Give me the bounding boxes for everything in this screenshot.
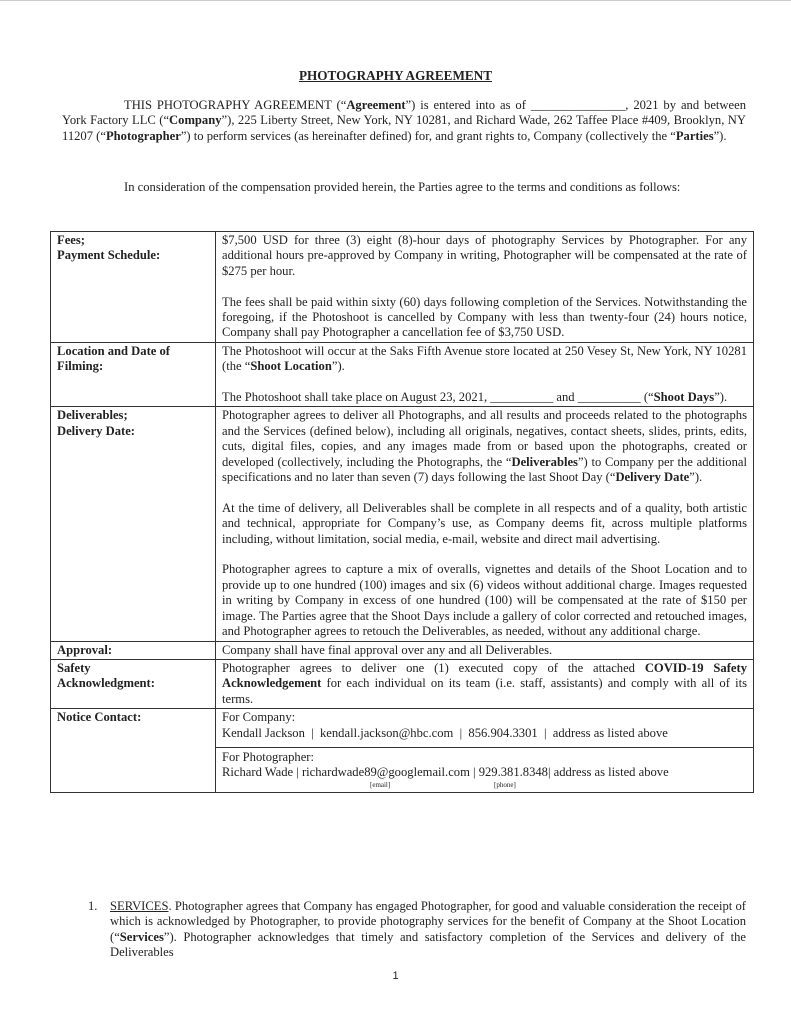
intro-paragraph bbox=[62, 98, 746, 144]
services-clause bbox=[88, 899, 746, 961]
row-label-line: Deliverables; bbox=[57, 408, 128, 423]
page-top-edge bbox=[0, 0, 791, 1]
row-content bbox=[216, 659, 754, 708]
text-run: . Photographer agrees that Company has engaged Photographer, for good and valuable consideration the receipt of which is acknowledged by Photographer, to provide photography services for the benefit of Company at the Shoot Location (“ bbox=[110, 899, 746, 944]
row-paragraph bbox=[222, 501, 747, 547]
defined-term: Delivery Date bbox=[615, 470, 690, 485]
row-label bbox=[51, 342, 216, 407]
row-paragraph bbox=[222, 233, 747, 279]
text-run: ”). bbox=[331, 359, 345, 374]
text-run: Photographer agrees to capture a mix of overalls, vignettes and details of the Shoot Location and to provide up to one hundred (100) images and six (6) videos without additional charge. Images requested in writing by Company in excess of one hundred (100) will be compensated at the rate of $150 per image. The Parties agree that the Shoot Days include a gallery of color corrected and retouched images, and Photographer agrees to retouch the Deliverables, as needed, without any additional charge. bbox=[222, 562, 747, 639]
text-run: The Photoshoot shall take place on August 23, 2021, __________ and __________ (“ bbox=[222, 390, 654, 405]
row-label-line: Approval: bbox=[57, 642, 113, 657]
text-run: The fees shall be paid within sixty (60) days following completion of the Services. Notwithstanding the foregoing, if the Photoshoot is cancelled by Company with less than twenty-four (24) hours notice, Company shall pay Photographer a cancellation fee of $3,750 USD. bbox=[222, 294, 747, 340]
clause-heading: SERVICES bbox=[110, 899, 169, 913]
row-paragraph bbox=[222, 344, 747, 375]
table-row bbox=[51, 641, 754, 659]
table-row bbox=[51, 232, 754, 343]
row-label-line: Payment Schedule: bbox=[57, 248, 161, 263]
defined-term: Shoot Location bbox=[250, 359, 332, 374]
row-paragraph bbox=[222, 408, 747, 485]
defined-term: Deliverables bbox=[511, 454, 578, 469]
text-run: ”). bbox=[689, 470, 703, 485]
email-tag: [email] bbox=[370, 780, 391, 789]
row-label bbox=[51, 641, 216, 659]
row-content bbox=[216, 407, 754, 641]
text-run: At the time of delivery, all Deliverables shall be complete in all respects and of a quality, both artistic and technical, appropriate for Company’s use, as Company deems fit, across multiple platforms including, without limitation, social media, e-mail, website and direct mail advertising. bbox=[222, 500, 747, 546]
text-run: The Photoshoot will occur at the Saks Fifth Avenue store located at 250 Vesey St, New York, NY 10281 (the “ bbox=[222, 343, 747, 374]
defined-term: Shoot Days bbox=[653, 390, 715, 405]
text-run: ”) is entered into as of _______________, 2021 by and between York Factory LLC (“ bbox=[62, 98, 746, 128]
notice-company-line: Kendall Jackson | kendall.jackson@hbc.com | 856.904.3301 | address as listed above bbox=[222, 725, 668, 740]
notice-photographer-heading: For Photographer: bbox=[222, 749, 314, 764]
text-run: THIS PHOTOGRAPHY AGREEMENT (“ bbox=[124, 98, 347, 112]
text-run: In consideration of the compensation provided herein, the Parties agree to the terms and conditions as follows: bbox=[124, 180, 681, 194]
table-row bbox=[51, 407, 754, 641]
clause-number: 1. bbox=[88, 899, 98, 913]
row-paragraph bbox=[222, 390, 747, 405]
text-run: ”) to perform services (as hereinafter defined) for, and grant rights to, Company (collectively the “ bbox=[180, 128, 676, 143]
text-run: for each individual on its team (i.e. staff, assistants) and comply with all of its terms. bbox=[222, 676, 747, 706]
text-run: Company shall have final approval over any and all Deliverables. bbox=[222, 642, 553, 657]
table-row bbox=[51, 659, 754, 708]
row-label-line: Fees; bbox=[57, 233, 85, 247]
text-run: ”) to Company per the additional specifications and no later than seven (7) days following the last Shoot Day (“ bbox=[222, 454, 747, 485]
notice-photographer-line: Richard Wade | richardwade89@googlemail.com | 929.381.8348| address as listed above bbox=[222, 765, 669, 780]
row-content bbox=[216, 342, 754, 407]
text-run: ”). bbox=[713, 128, 727, 143]
defined-term: Parties bbox=[675, 128, 714, 143]
defined-term: Agreement bbox=[346, 98, 406, 112]
terms-table bbox=[50, 231, 754, 793]
notice-photographer-block bbox=[216, 747, 753, 791]
row-label-line: Delivery Date: bbox=[57, 423, 135, 438]
row-label-line: Acknowledgment: bbox=[57, 676, 155, 691]
row-label bbox=[51, 232, 216, 343]
text-run: Photographer agrees to deliver one (1) executed copy of the attached bbox=[222, 660, 645, 675]
defined-term: Company bbox=[169, 113, 222, 128]
row-label bbox=[51, 659, 216, 708]
defined-term: Photographer bbox=[105, 128, 181, 143]
text-run: ”). Photographer acknowledges that timely and satisfactory completion of the Services and delivery of the Deliverables bbox=[110, 929, 746, 960]
notice-company-heading: For Company: bbox=[222, 710, 296, 725]
text-run: Photographer agrees to deliver all Photographs, and all results and proceeds related to the photographs and the Services (defined below), including all originals, negatives, contact sheets, slides, prints, edits, cuts, digital files, copies, and any images made from or based upon the photographs, created or developed (collectively, including the Photographs, the “ bbox=[222, 408, 747, 469]
table-row bbox=[51, 342, 754, 407]
phone-tag: [phone] bbox=[494, 780, 516, 789]
row-paragraph bbox=[222, 643, 747, 658]
row-label-line: Location and Date of bbox=[57, 343, 170, 358]
defined-term: Services bbox=[119, 929, 164, 944]
row-label: Notice Contact: bbox=[51, 709, 216, 793]
row-label-line: Filming: bbox=[57, 359, 104, 374]
field-tags bbox=[222, 781, 747, 791]
table-row-notice-contact bbox=[51, 709, 754, 793]
text-run: $7,500 USD for three (3) eight (8)-hour days of photography Services by Photographer. For any additional hours pre-approved by Company in writing, Photographer will be compensated at the rate of $275 per hour. bbox=[222, 233, 747, 278]
row-content bbox=[216, 709, 754, 793]
text-run: ”), 225 Liberty Street, New York, NY 10281, and Richard Wade, 262 Taffee Place #409, Brooklyn, NY 11207 (“ bbox=[62, 113, 746, 143]
row-paragraph bbox=[222, 562, 747, 639]
row-paragraph bbox=[222, 661, 747, 707]
row-content bbox=[216, 641, 754, 659]
page-number: 1 bbox=[392, 970, 399, 982]
clause-body bbox=[110, 899, 746, 959]
text-run: ”). bbox=[714, 390, 728, 405]
row-paragraph bbox=[222, 295, 747, 341]
defined-term: COVID-19 Safety Acknowledgement bbox=[222, 660, 747, 691]
consideration-paragraph bbox=[62, 180, 746, 195]
row-content bbox=[216, 232, 754, 343]
row-label-line: Safety bbox=[57, 660, 91, 675]
document-title: PHOTOGRAPHY AGREEMENT bbox=[298, 68, 493, 83]
row-label bbox=[51, 407, 216, 641]
